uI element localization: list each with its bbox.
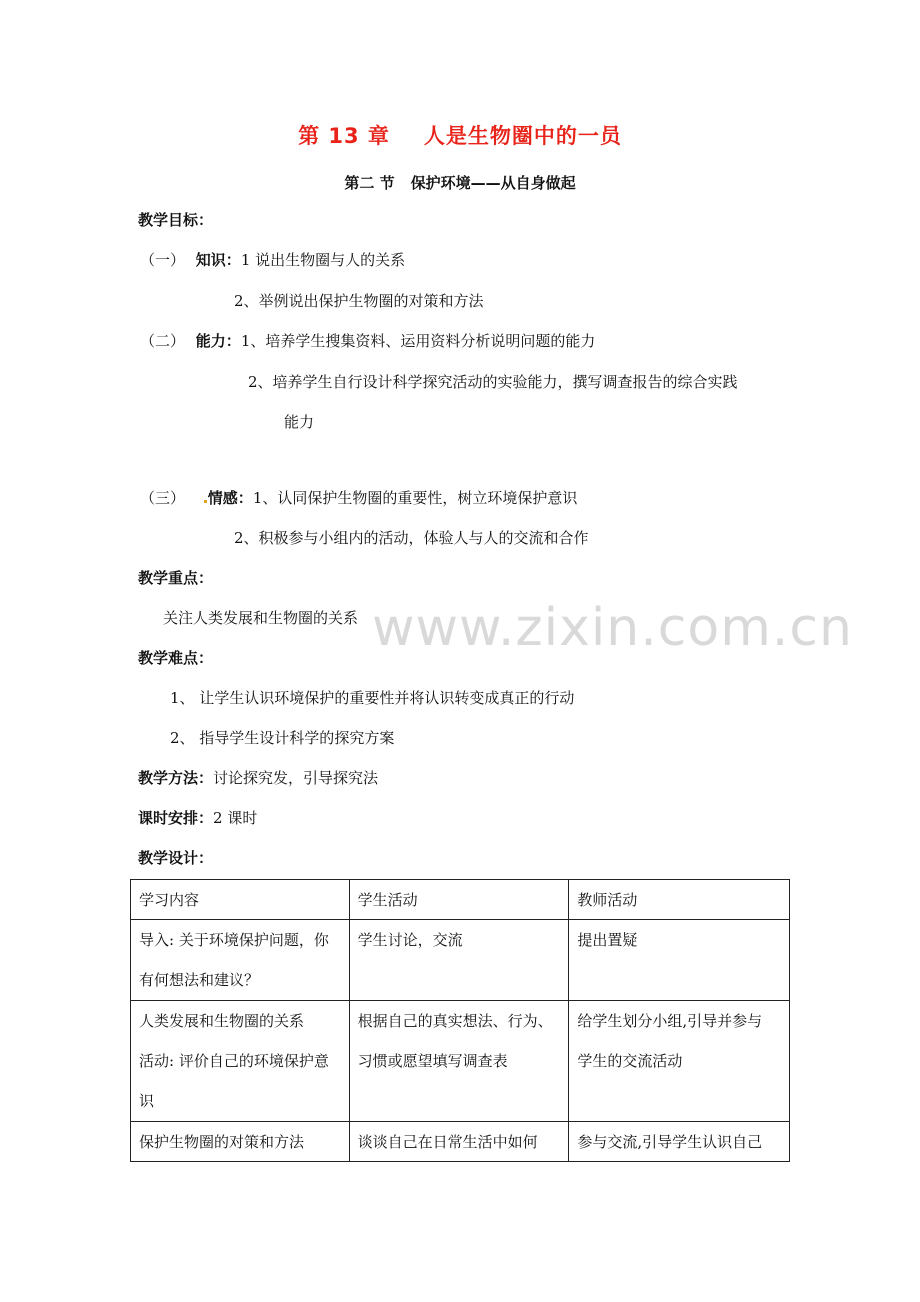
table-row <box>131 1001 790 1122</box>
chapter-title <box>0 120 920 150</box>
cell-line: 导入: 关于环境保护问题，你 <box>139 931 329 949</box>
revision-mark <box>204 500 207 503</box>
objectives-heading: 教学目标： <box>138 211 214 229</box>
ability-item-2: 2、培养学生自行设计科学探究活动的实验能力，撰写调查报告的综合实践 <box>248 373 738 391</box>
difficulty-item-2: 2、 指导学生设计科学的探究方案 <box>170 729 395 747</box>
chapter-name: 人是生物圈中的一员 <box>423 124 622 148</box>
table-cell: 保护生物圈的对策和方法 <box>131 1122 350 1162</box>
emotion-line <box>140 488 577 508</box>
schedule-label: 课时安排： <box>138 809 214 827</box>
method-label: 教学方法： <box>138 769 214 787</box>
ability-label: 能力： <box>195 332 241 350</box>
emotion-item-1: 1、认同保护生物圈的重要性，树立环境保护意识 <box>252 489 578 507</box>
cell-line: 有何想法和建议？ <box>139 971 260 989</box>
section-name: 保护环境——从自身做起 <box>410 174 576 192</box>
ability-item-2-continued: 能力 <box>284 413 315 431</box>
cell-line: 根据自己的真实想法、行为、 <box>357 1012 553 1030</box>
table-cell <box>349 1001 569 1122</box>
emotion-num: （三） <box>140 489 186 507</box>
emotion-label: 情感： <box>207 489 253 507</box>
emotion-item-2: 2、积极参与小组内的活动，体验人与人的交流和合作 <box>234 529 589 547</box>
chapter-number: 第 13 章 <box>298 124 390 148</box>
difficulty-item-1: 1、 让学生认识环境保护的重要性并将认识转变成真正的行动 <box>170 689 575 707</box>
cell-line: 识 <box>139 1092 155 1110</box>
ability-num: （二） <box>140 332 186 350</box>
knowledge-item-2: 2、举例说出保护生物圈的对策和方法 <box>234 292 484 310</box>
knowledge-item-1: 1 说出生物圈与人的关系 <box>240 251 406 269</box>
table-row <box>131 1122 790 1162</box>
header-cell: 学生活动 <box>349 880 569 920</box>
ability-line <box>140 331 595 351</box>
schedule-text: 2 课时 <box>213 809 258 827</box>
cell-line: 学生讨论，交流 <box>357 931 463 949</box>
knowledge-line <box>140 250 405 270</box>
cell-line: 活动: 评价自己的环境保护意 <box>139 1052 329 1070</box>
table-header-row <box>131 880 790 920</box>
section-title <box>0 172 920 193</box>
section-number: 第二 节 <box>344 174 395 192</box>
cell-line: 给学生划分小组,引导并参与 <box>577 1012 763 1030</box>
cell-line: 习惯或愿望填写调查表 <box>357 1052 508 1070</box>
schedule-line <box>138 808 257 828</box>
table-row <box>131 920 790 1001</box>
key-points-text: 关注人类发展和生物圈的关系 <box>163 609 359 627</box>
table-cell: 谈谈自己在日常生活中如何 <box>349 1122 569 1162</box>
table-cell: 参与交流,引导学生认识自己 <box>569 1122 790 1162</box>
method-line <box>138 768 378 788</box>
cell-line: 学生的交流活动 <box>577 1052 683 1070</box>
ability-item-1: 1、培养学生搜集资料、运用资料分析说明问题的能力 <box>240 332 596 350</box>
lesson-design-table <box>130 879 790 1162</box>
cell-line: 人类发展和生物圈的关系 <box>139 1012 305 1030</box>
header-cell: 教师活动 <box>569 880 790 920</box>
table-cell <box>349 920 569 1001</box>
watermark: www.zixin.com.cn <box>372 598 853 658</box>
header-cell: 学习内容 <box>131 880 350 920</box>
knowledge-label: 知识： <box>195 251 241 269</box>
design-heading: 教学设计： <box>138 849 214 867</box>
table-cell <box>569 920 790 1001</box>
cell-line: 提出置疑 <box>577 931 638 949</box>
table-cell <box>131 1001 350 1122</box>
table-cell <box>131 920 350 1001</box>
key-points-heading: 教学重点： <box>138 569 214 587</box>
method-text: 讨论探究发，引导探究法 <box>213 769 379 787</box>
difficulties-heading: 教学难点： <box>138 649 214 667</box>
knowledge-num: （一） <box>140 251 186 269</box>
table-cell <box>569 1001 790 1122</box>
